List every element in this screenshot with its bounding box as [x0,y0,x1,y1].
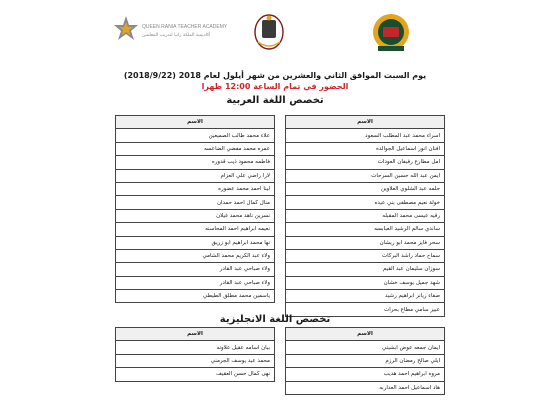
table-row [286,169,445,182]
name-cell: فاطمه محمود ذيب قدوره [116,156,275,169]
table-row [116,263,275,276]
name-cell: سماح حماد راشد البركات [286,249,445,262]
table-row [286,236,445,249]
table-row [286,290,445,303]
name-cell: صفاء ريانر ابراهيم رشيد [286,290,445,303]
name-cell: نسرين ناهد محمد غيلان [116,209,275,222]
table-row [116,354,275,367]
org-name-line2: أكاديمية الملكة رانيا لتدريب المعلمين [142,33,211,38]
table-row [116,129,275,142]
table-row [286,129,445,142]
name-cell: شهد جميل يوسف خشان [286,276,445,289]
header-logos [0,12,550,52]
table-row [286,276,445,289]
name-cell: هاد اسماعيل احمد العداربه [286,381,445,394]
table-row [116,209,275,222]
table-row [286,341,445,354]
name-cell: مروه ابراهيم احمد هديب [286,368,445,381]
column-header: الاسم [116,328,275,341]
table-row [286,381,445,394]
english-names-table-left [115,327,275,382]
table-row [286,223,445,236]
name-cell: بيان اسامه عقيل علاونه [116,341,275,354]
table-row [116,169,275,182]
coat-of-arms-icon [252,12,286,52]
table-row [286,368,445,381]
table-row [286,263,445,276]
table-row [116,290,275,303]
name-cell: ساندي سالم الرشيد العبابسه [286,223,445,236]
name-cell: محمد عيد يوسف الجرمني [116,354,275,367]
name-cell: افنان انور اسماعيل الجوالده [286,142,445,155]
name-cell: لينا احمد محمد عضوره [116,182,275,195]
name-cell: نها محمد ابراهيم ابو زريق [116,236,275,249]
name-cell: سوزان سليمان عبد القيم [286,263,445,276]
table-row [116,223,275,236]
academy-logo [112,14,232,50]
name-cell: ياسمين محمد مطلق الطيطي [116,290,275,303]
table-row [116,368,275,381]
name-cell: ايمن عبد الله حسين السرحات [286,169,445,182]
org-name-line1: QUEEN RANIA TEACHER ACADEMY [142,24,228,30]
table-row [116,341,275,354]
arabic-names-table-right [285,115,445,317]
name-cell: منال كمال احمد حمدان [116,196,275,209]
name-cell: ولاء صباحي عبد القادر [116,263,275,276]
name-cell: ايمان جمعه عوض ابشيتي [286,341,445,354]
table-row [116,156,275,169]
name-cell: اسراء محمد عبد المطلب السعود [286,129,445,142]
name-cell: نهى كمال حسن العقيف [116,368,275,381]
arabic-section-title: تخصص اللغة العربية [226,95,324,106]
table-row [286,156,445,169]
table-row [286,354,445,367]
name-cell: عبير سامي مطاع بحرات [286,303,445,316]
name-cell: لارا راضي علي العزام [116,169,275,182]
star-icon [114,16,138,40]
table-row [116,236,275,249]
column-header: الاسم [286,116,445,129]
table-row [286,196,445,209]
name-cell: ايلي صالح رمضان الرزم [286,354,445,367]
name-cell: خولة نعيم مصطفى بني عيده [286,196,445,209]
name-cell: سحر فايز محمد ابو ريشان [286,236,445,249]
name-cell: عمره محمد مفضي الضاعسه [116,142,275,155]
attendance-time-line: الحضور في تمام الساعة 12:00 ظهرا [201,82,349,91]
table-row [286,249,445,262]
name-cell: نعيمه ابراهيم احمد المحاسنه [116,223,275,236]
column-header: الاسم [116,116,275,129]
table-row [116,249,275,262]
name-cell: رقيه عيسى محمد المقبله [286,209,445,222]
date-line: يوم السبت الموافق الثاني والعشرين من شهر أيلول لعام 2018 (2018/9/22) [123,71,427,80]
table-row [286,182,445,195]
table-row [116,142,275,155]
table-row [286,142,445,155]
arabic-names-table-left [115,115,275,303]
english-section-title: تخصص اللغة الانجليزية [219,314,331,325]
table-row [116,196,275,209]
english-names-table-right [285,327,445,395]
name-cell: ولاء عبد الكريم محمد الشامي [116,249,275,262]
table-row [116,276,275,289]
name-cell: علاء محمد طالب الصميعين [116,129,275,142]
ministry-emblem-icon [370,12,412,52]
name-cell: حلمه عبد الشلوي العلاوين [286,182,445,195]
column-header: الاسم [286,328,445,341]
name-cell: امل مطارع رفيفان العودات [286,156,445,169]
name-cell: ولاء صباحي عبد القادر [116,276,275,289]
table-row [286,209,445,222]
table-row [116,182,275,195]
